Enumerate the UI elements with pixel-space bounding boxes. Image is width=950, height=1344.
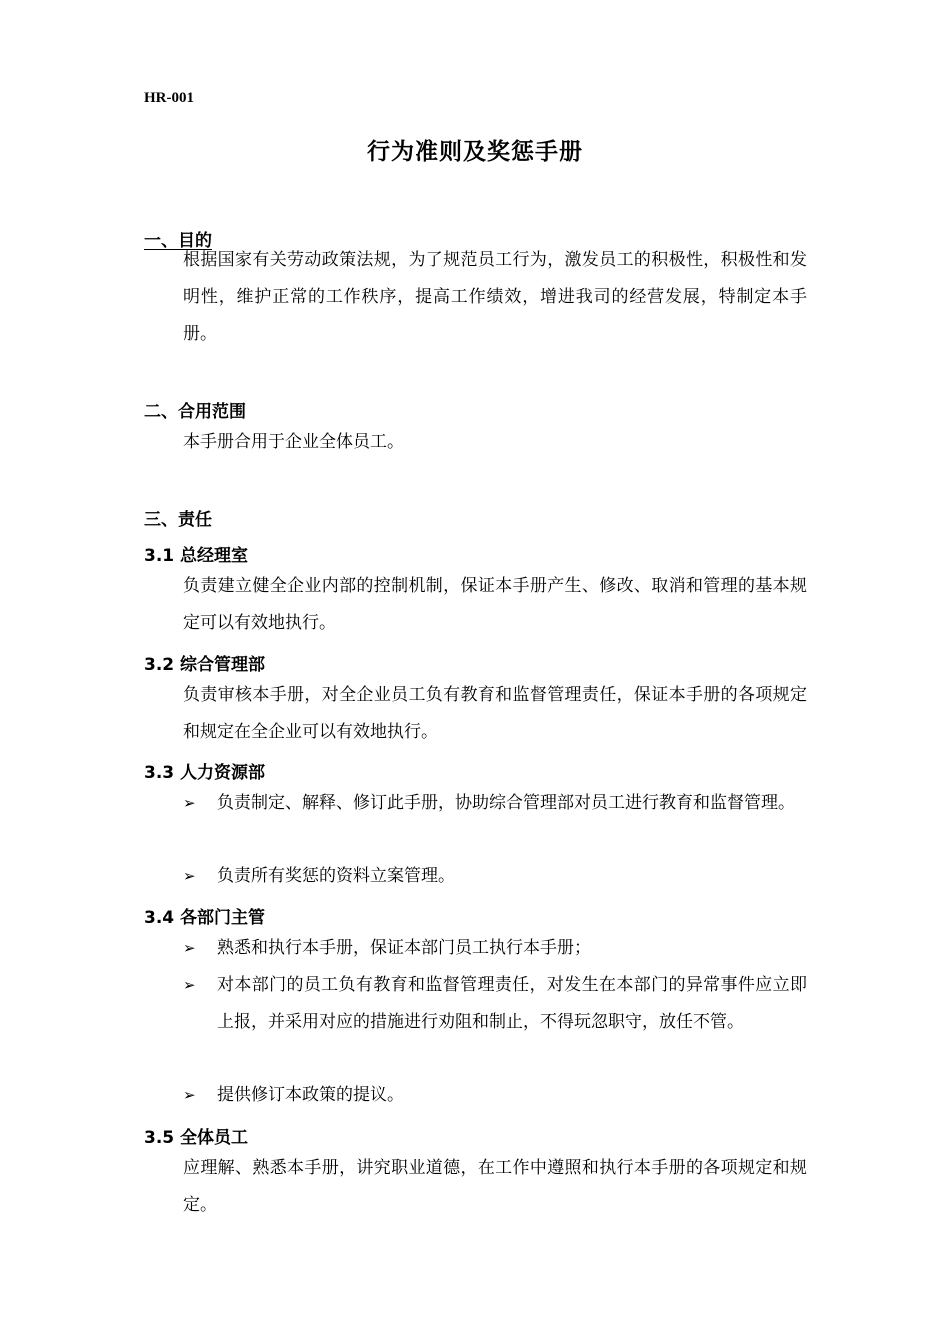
section-body-scope: 本手册合用于企业全体员工。 bbox=[183, 432, 404, 452]
arrow-bullet-icon: ➢ bbox=[183, 976, 196, 994]
document-code: HR-001 bbox=[144, 90, 194, 106]
list-item bbox=[183, 858, 807, 895]
section-body-purpose: 根据国家有关劳动政策法规，为了规范员工行为，激发员工的积极性，积极性和发明性，维护正常的工作秩序，提高工作绩效，增进我司的经营发展，特制定本手册。 bbox=[183, 250, 807, 344]
subsection-heading-gm-office: 3.1 总经理室 bbox=[144, 546, 249, 566]
subsection-heading-all-staff: 3.5 全体员工 bbox=[144, 1128, 249, 1148]
section-heading-purpose: 一、目的 bbox=[144, 231, 212, 251]
section-heading-scope: 二、合用范围 bbox=[144, 402, 246, 422]
subsection-body-all-staff: 应理解、熟悉本手册，讲究职业道德，在工作中遵照和执行本手册的各项规定和规定。 bbox=[183, 1158, 807, 1215]
subsection-heading-dept-heads: 3.4 各部门主管 bbox=[144, 908, 266, 928]
document-title: 行为准则及奖惩手册 bbox=[367, 139, 583, 165]
subsection-heading-hr-dept: 3.3 人力资源部 bbox=[144, 763, 266, 783]
subsection-body-admin-dept: 负责审核本手册，对全企业员工负有教育和监督管理责任，保证本手册的各项规定和规定在全企业可以有效地执行。 bbox=[183, 685, 807, 742]
list-item-text: 对本部门的员工负有教育和监督管理责任，对发生在本部门的异常事件应立即上报，并采用对应的措施进行劝阻和制止，不得玩忽职守，放任不管。 bbox=[217, 975, 807, 1032]
subsection-heading-admin-dept: 3.2 综合管理部 bbox=[144, 655, 266, 675]
list-item bbox=[183, 1077, 807, 1114]
arrow-bullet-icon: ➢ bbox=[183, 794, 196, 812]
arrow-bullet-icon: ➢ bbox=[183, 939, 196, 957]
list-item bbox=[183, 967, 807, 1041]
list-item-text: 提供修订本政策的提议。 bbox=[217, 1085, 404, 1105]
list-item-text: 熟悉和执行本手册，保证本部门员工执行本手册； bbox=[217, 938, 591, 958]
list-item-text: 负责所有奖惩的资料立案管理。 bbox=[217, 866, 455, 886]
section-heading-responsibility: 三、责任 bbox=[144, 510, 212, 530]
list-item-text: 负责制定、解释、修订此手册，协助综合管理部对员工进行教育和监督管理。 bbox=[217, 793, 795, 813]
subsection-body-gm-office: 负责建立健全企业内部的控制机制，保证本手册产生、修改、取消和管理的基本规定可以有效地执行。 bbox=[183, 576, 807, 633]
arrow-bullet-icon: ➢ bbox=[183, 1086, 196, 1104]
list-item bbox=[183, 930, 807, 967]
list-item bbox=[183, 785, 807, 822]
arrow-bullet-icon: ➢ bbox=[183, 867, 196, 885]
